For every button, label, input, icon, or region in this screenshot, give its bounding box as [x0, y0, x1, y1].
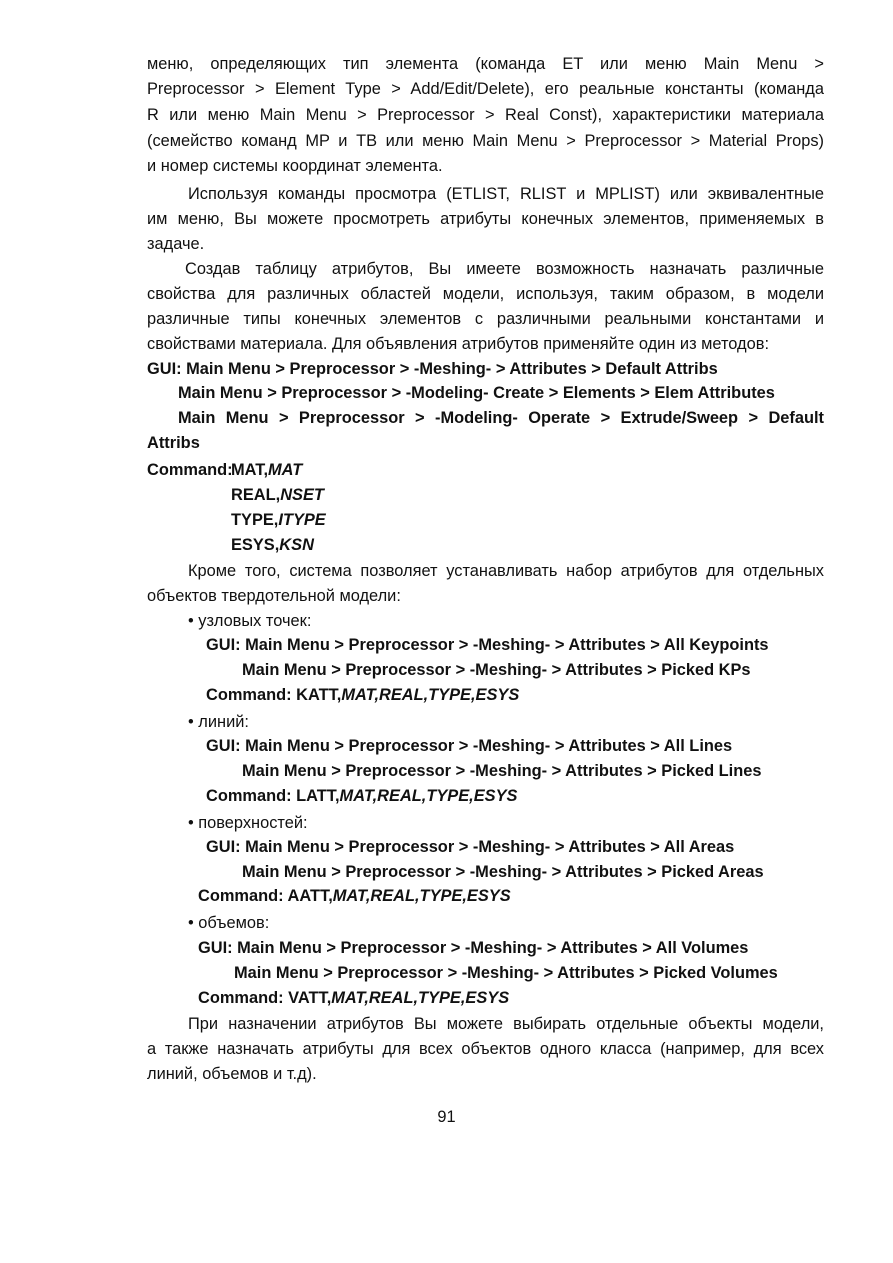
paragraph-line: Создав таблицу атрибутов, Вы имеете возможность назначать различные	[185, 260, 824, 278]
gui-path: GUI: Main Menu > Preprocessor > -Meshing- > Attributes > Default Attribs	[147, 360, 718, 378]
paragraph-line: свойствами материала. Для объявления атрибутов применяйте один из методов:	[147, 335, 769, 353]
list-item: • поверхностей:	[188, 814, 308, 832]
paragraph-line: (семейство команд MP и TB или меню Main Menu > Preprocessor > Material Props)	[147, 132, 824, 150]
paragraph-line: При назначении атрибутов Вы можете выбирать отдельные объекты модели,	[188, 1015, 824, 1033]
paragraph-line: Кроме того, система позволяет устанавливать набор атрибутов для отдельных	[188, 562, 824, 580]
gui-path: GUI: Main Menu > Preprocessor > -Meshing- > Attributes > All Lines	[206, 737, 733, 755]
command-keyword: Command: VATT,	[198, 989, 332, 1007]
command-argument: MAT,REAL,TYPE,ESYS	[339, 787, 518, 805]
command-line	[231, 510, 326, 530]
gui-path: Main Menu > Preprocessor > -Meshing- > Attributes > Picked KPs	[242, 661, 751, 679]
gui-path: Main Menu > Preprocessor > -Modeling- Operate > Extrude/Sweep > Default	[178, 409, 824, 427]
paragraph-line: Preprocessor > Element Type > Add/Edit/Delete), его реальные константы (команда	[147, 80, 824, 98]
command-line	[231, 535, 314, 555]
command-keyword: Command: LATT,	[206, 787, 340, 805]
command-argument: MAT,REAL,TYPE,ESYS	[332, 887, 511, 905]
gui-path: Main Menu > Preprocessor > -Modeling- Create > Elements > Elem Attributes	[178, 384, 775, 402]
command-keyword: Command: KATT,	[206, 686, 342, 704]
command-argument: MAT,REAL,TYPE,ESYS	[341, 686, 520, 704]
command-keyword: MAT,	[231, 461, 269, 479]
command-label: Command:	[147, 461, 233, 479]
list-item: • узловых точек:	[188, 612, 312, 630]
command-line	[231, 485, 324, 505]
command-line	[198, 886, 511, 906]
command-keyword: REAL,	[231, 486, 281, 504]
page-number: 91	[437, 1108, 456, 1126]
paragraph-line: меню, определяющих тип элемента (команда ET или меню Main Menu >	[147, 55, 824, 73]
paragraph-line: им меню, Вы можете просмотреть атрибуты конечных элементов, применяемых в	[147, 210, 824, 228]
command-keyword: ESYS,	[231, 536, 280, 554]
gui-path: GUI: Main Menu > Preprocessor > -Meshing- > Attributes > All Volumes	[198, 939, 749, 957]
command-line	[231, 460, 302, 480]
list-item: • линий:	[188, 713, 249, 731]
gui-path: Main Menu > Preprocessor > -Meshing- > Attributes > Picked Lines	[242, 762, 762, 780]
list-item: • объемов:	[188, 914, 270, 932]
command-keyword: TYPE,	[231, 511, 279, 529]
paragraph-line: объектов твердотельной модели:	[147, 587, 401, 605]
command-argument: MAT	[268, 461, 303, 479]
paragraph-line: свойства для различных областей модели, используя, таким образом, в модели	[147, 285, 824, 303]
command-line	[206, 786, 517, 806]
gui-path: Main Menu > Preprocessor > -Meshing- > Attributes > Picked Areas	[242, 863, 764, 881]
command-argument: ITYPE	[278, 511, 326, 529]
paragraph-line: и номер системы координат элемента.	[147, 157, 443, 175]
paragraph-line: линий, объемов и т.д).	[147, 1065, 317, 1083]
gui-path: GUI: Main Menu > Preprocessor > -Meshing- > Attributes > All Areas	[206, 838, 735, 856]
paragraph-line: R или меню Main Menu > Preprocessor > Real Const), характеристики материала	[147, 106, 824, 124]
gui-path: GUI: Main Menu > Preprocessor > -Meshing- > Attributes > All Keypoints	[206, 636, 769, 654]
command-argument: MAT,REAL,TYPE,ESYS	[331, 989, 510, 1007]
command-line	[206, 685, 519, 705]
command-argument: KSN	[279, 536, 314, 554]
command-keyword: Command: AATT,	[198, 887, 333, 905]
paragraph-line: а также назначать атрибуты для всех объектов одного класса (например, для всех	[147, 1040, 824, 1058]
gui-path: Main Menu > Preprocessor > -Meshing- > Attributes > Picked Volumes	[234, 964, 778, 982]
gui-path: Attribs	[147, 434, 200, 452]
command-argument: NSET	[280, 486, 324, 504]
command-line	[198, 988, 509, 1008]
paragraph-line: Используя команды просмотра (ETLIST, RLIST и MPLIST) или эквивалентные	[188, 185, 824, 203]
paragraph-line: различные типы конечных элементов с различными реальными константами и	[147, 310, 824, 328]
paragraph-line: задаче.	[147, 235, 205, 253]
